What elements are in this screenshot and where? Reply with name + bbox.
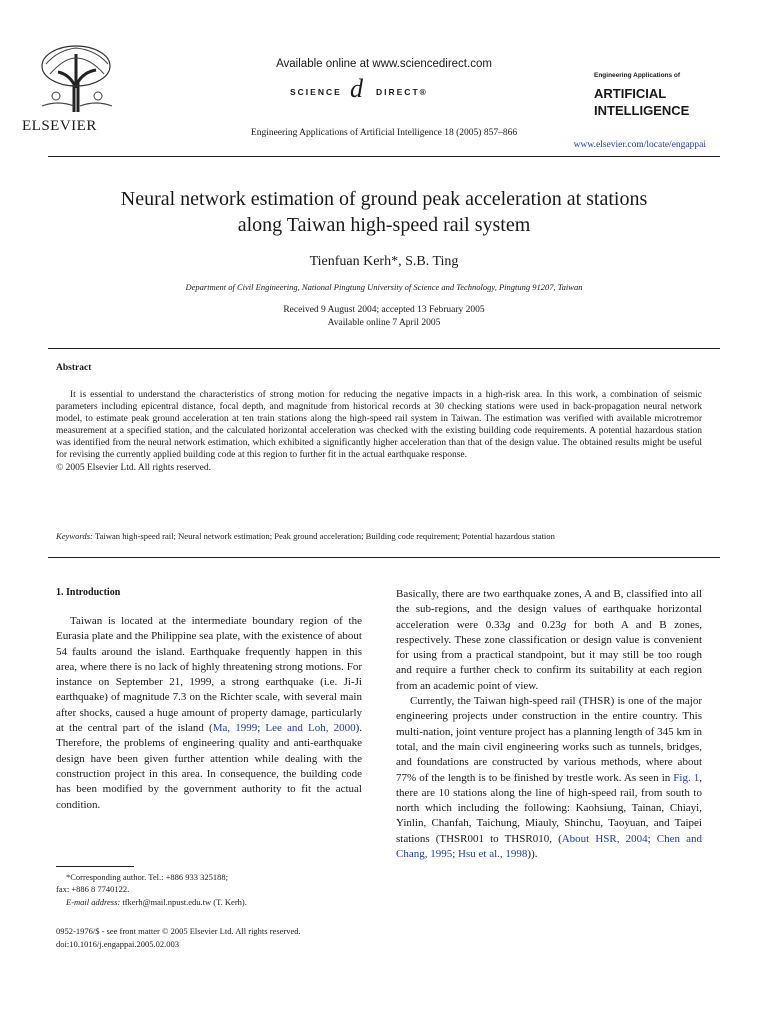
footnote-corresponding: *Corresponding author. Tel.: +886 933 325188; bbox=[66, 872, 228, 882]
reference-link-about-hsr-2004[interactable]: About HSR, 2004 bbox=[561, 832, 648, 845]
reference-link-ma-1999[interactable]: Ma, 1999 bbox=[212, 722, 258, 735]
text-run: ). Therefore, the problems of engineering quality and anti-earthquake design have been given further attention while dealing with the construction project in this area. In consequence, the building code has been modified by the government authority to fit the actual condition. bbox=[56, 722, 362, 811]
reference-link-chen-chang-1995[interactable]: Chen and Chang, 1995 bbox=[396, 832, 702, 861]
sd-at-icon: d bbox=[350, 74, 363, 103]
keywords-label: Keywords: bbox=[56, 531, 93, 541]
article-title bbox=[40, 186, 728, 238]
available-online-text: Available online at www.sciencedirect.com bbox=[276, 58, 492, 70]
abstract-body bbox=[56, 389, 702, 474]
sciencedirect-logo bbox=[290, 74, 490, 108]
header-divider bbox=[48, 156, 720, 157]
abstract-copyright: © 2005 Elsevier Ltd. All rights reserved. bbox=[56, 462, 211, 473]
text-run: for both A and B zones, respectively. These zone classification or design value is convenient for using from a practical standpoint, but it may still be too rough and require a further check to confirm its suitability at each region from an academic point of view. bbox=[396, 618, 702, 692]
authors: Tienfuan Kerh*, S.B. Ting bbox=[309, 254, 459, 269]
email-address: tfkerh@mail.npust.edu.tw (T. Kerh). bbox=[120, 896, 247, 907]
footnote-divider bbox=[56, 866, 134, 867]
abstract-text: It is essential to understand the characteristics of strong motion for reducing the negative impacts in a high-risk area. In this work, a combination of seismic parameters including epicentral distance, focal depth, and magnitude from historical records at 30 checking stations were used in back-propagation neural network model, to estimate peak ground acceleration at ten train stations along the high-speed rail system in Taiwan. The estimation was verified with available microtremor measurement at a specified station, and the calculated horizontal acceleration was checked with the existing building code requirements. A potential hazardous station was identified from the neural network estimation, which exhibited a significantly higher acceleration than that of the design value. The obtained results might be useful for revising the currently applied building code at this region to further fit in the actual earthquake response. bbox=[56, 390, 702, 461]
keywords bbox=[56, 531, 702, 541]
journal-box-top: Engineering Applications of bbox=[594, 72, 681, 79]
text-run: ; bbox=[257, 722, 266, 735]
text-run: Basically, there are two earthquake zones, A and B, classified into all the sub-regions, and the design values of earthquake horizontal acceleration were 0.33 bbox=[396, 588, 702, 631]
figure-link-fig-1[interactable]: Fig. 1 bbox=[673, 771, 700, 784]
journal-box-title bbox=[594, 85, 712, 119]
text-run: Currently, the Taiwan high-speed rail (THSR) is one of the major engineering projects under construction in the entire country. This multi-nation, joint venture project has a planning length of 345 km in total, and the main civil engineering works such as tunnels, bridges, and foundations are constructed by various methods, where about 77% of the length is to be finished by trestle work. As seen in bbox=[396, 695, 702, 784]
affiliation: Department of Civil Engineering, National Pingtung University of Science and Technology, Pingtung 91207, Taiwan bbox=[185, 282, 583, 292]
footnote bbox=[56, 871, 362, 908]
text-run: )). bbox=[527, 848, 538, 861]
journal-box bbox=[594, 72, 712, 119]
issn-line: 0952-1976/$ - see front matter © 2005 Elsevier Ltd. All rights reserved. bbox=[56, 926, 301, 936]
sd-right-text: DIRECT® bbox=[376, 87, 428, 97]
intro-paragraph-1 bbox=[56, 614, 362, 813]
footnote-fax: fax: +886 8 7740122. bbox=[56, 884, 130, 895]
article-dates bbox=[0, 304, 768, 330]
intro-paragraph-3 bbox=[396, 694, 702, 862]
article-title-line-2: along Taiwan high-speed rail system bbox=[237, 214, 531, 236]
intro-paragraph-2 bbox=[396, 587, 702, 694]
reference-link-lee-loh-2000[interactable]: Lee and Loh, 2000 bbox=[265, 722, 356, 735]
journal-title-line-2: INTELLIGENCE bbox=[594, 103, 690, 118]
email-label: E-mail address: bbox=[66, 896, 121, 907]
article-title-line-1: Neural network estimation of ground peak acceleration at stations bbox=[120, 188, 648, 210]
section-heading-introduction: 1. Introduction bbox=[56, 587, 121, 598]
journal-title-line-1: ARTIFICIAL bbox=[594, 86, 667, 101]
reference-link-hsu-1998[interactable]: Hsu et al., 1998 bbox=[458, 848, 528, 861]
received-date: Received 9 August 2004; accepted 13 February 2005 bbox=[283, 305, 485, 315]
publisher-name: ELSEVIER bbox=[22, 118, 97, 134]
text-run: , there are 10 stations along the line of high-speed rail, from south to north which including the following: Kaohsiung, Tainan, Chiayi, Yinlin, Chanfah, Taichung, Miauly, Shinchu, Taoyuan, and Taipei stations (THSR001 to THSR010, ( bbox=[396, 771, 702, 845]
unit-g: g bbox=[504, 618, 511, 631]
footnote-email bbox=[56, 896, 362, 908]
journal-citation: Engineering Applications of Artificial Intelligence 18 (2005) 857–866 bbox=[250, 128, 518, 138]
text-run: ; bbox=[647, 832, 657, 845]
doi-line: doi:10.1016/j.engappai.2005.02.003 bbox=[56, 938, 180, 949]
keywords-text: Taiwan high-speed rail; Neural network estimation; Peak ground acceleration; Building code requirement; Potential hazardous station bbox=[92, 531, 555, 541]
sd-left-text: SCIENCE bbox=[290, 87, 342, 97]
text-run: Taiwan is located at the intermediate boundary region of the Eurasia plate and the Philippine sea plate, with the existence of about 54 faults around the island. Earthquake frequently happen in this area, where there is no lack of highly threatening strong motions. For instance on September 21, 1999, a strong earthquake (i.e. Ji-Ji earthquake) of magnitude 7.3 on the Richter scale, with several main after shocks, caused a huge amount of property damage, particularly at the central part of the island ( bbox=[56, 615, 362, 735]
elsevier-tree-icon bbox=[38, 44, 116, 114]
available-date: Available online 7 April 2005 bbox=[327, 318, 441, 328]
text-run: ; bbox=[452, 848, 459, 861]
right-column bbox=[396, 587, 702, 862]
unit-g: g bbox=[560, 618, 567, 631]
left-column bbox=[56, 614, 362, 813]
text-run: and 0.23 bbox=[510, 618, 561, 631]
journal-url-link[interactable]: www.elsevier.com/locate/engappai bbox=[573, 140, 706, 150]
front-matter bbox=[56, 925, 386, 950]
abstract-heading: Abstract bbox=[56, 363, 92, 373]
abstract-divider bbox=[48, 348, 720, 349]
keywords-divider bbox=[48, 557, 720, 558]
